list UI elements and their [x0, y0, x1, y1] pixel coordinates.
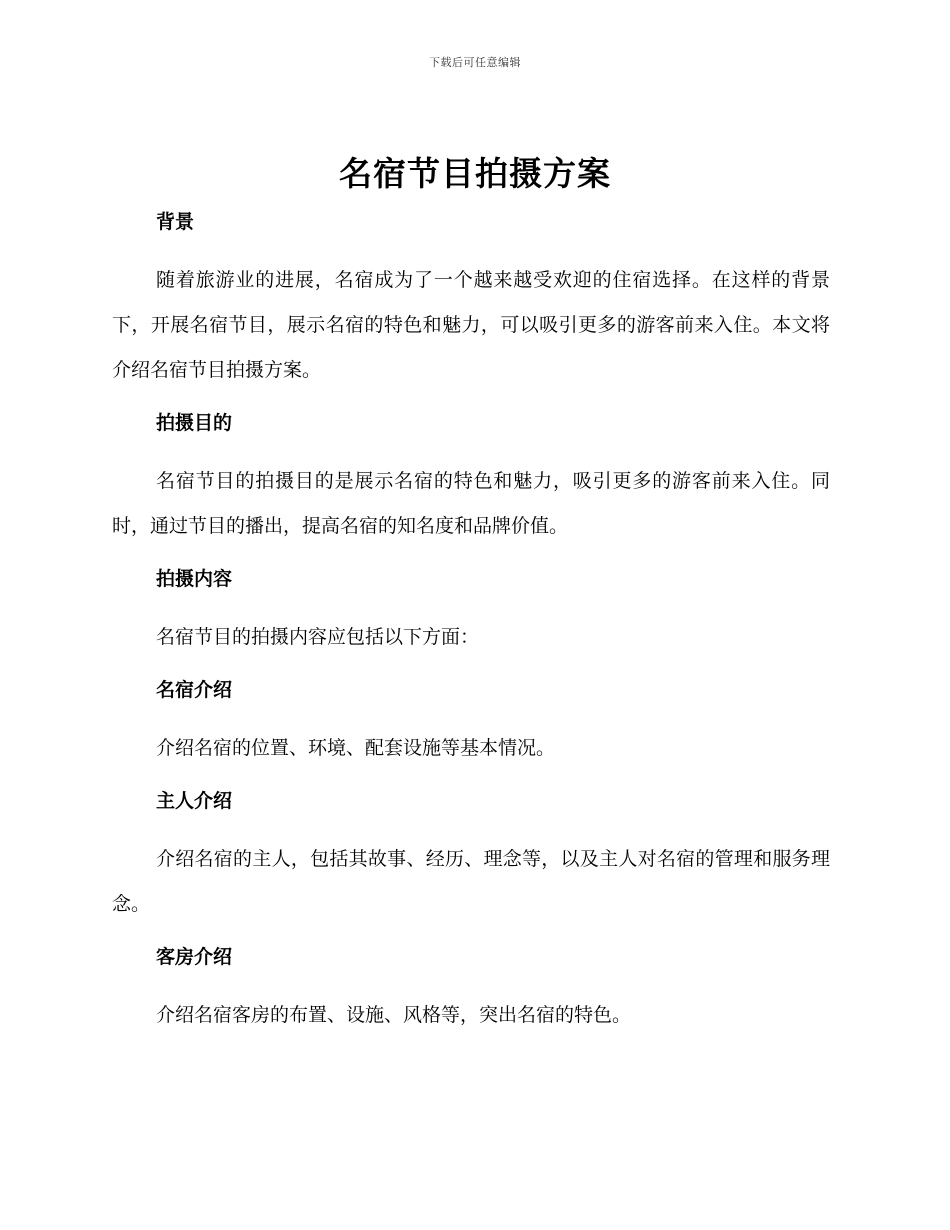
document-body — [112, 205, 830, 1038]
section-heading: 客房介绍 — [156, 946, 233, 968]
section-heading: 背景 — [156, 211, 195, 233]
section-content — [112, 562, 830, 660]
document-title: 名宿节目拍摄方案 — [339, 154, 611, 193]
section-heading: 拍摄目的 — [156, 412, 233, 434]
section-paragraph: 随着旅游业的进展，名宿成为了一个越来越受欢迎的住宿选择。在这样的背景下，开展名宿节目，展示名宿的特色和魅力，可以吸引更多的游客前来入住。本文将介绍名宿节目拍摄方案。 — [112, 269, 830, 381]
section-paragraph: 名宿节目的拍摄目的是展示名宿的特色和魅力，吸引更多的游客前来入住。同时，通过节目的播出，提高名宿的知名度和品牌价值。 — [112, 470, 830, 537]
section-homestay-intro — [112, 673, 830, 771]
section-paragraph: 介绍名宿客房的布置、设施、风格等，突出名宿的特色。 — [156, 1004, 632, 1026]
section-paragraph: 名宿节目的拍摄内容应包括以下方面： — [156, 626, 480, 648]
section-background — [112, 205, 830, 393]
section-heading: 名宿介绍 — [156, 679, 233, 701]
section-purpose — [112, 406, 830, 549]
page-header-note: 下载后可任意编辑 — [429, 56, 521, 69]
section-host-intro — [112, 784, 830, 927]
section-heading: 拍摄内容 — [156, 568, 233, 590]
section-heading: 主人介绍 — [156, 790, 233, 812]
section-room-intro — [112, 940, 830, 1038]
section-paragraph: 介绍名宿的主人，包括其故事、经历、理念等，以及主人对名宿的管理和服务理念。 — [112, 848, 830, 915]
section-paragraph: 介绍名宿的位置、环境、配套设施等基本情况。 — [156, 737, 556, 759]
